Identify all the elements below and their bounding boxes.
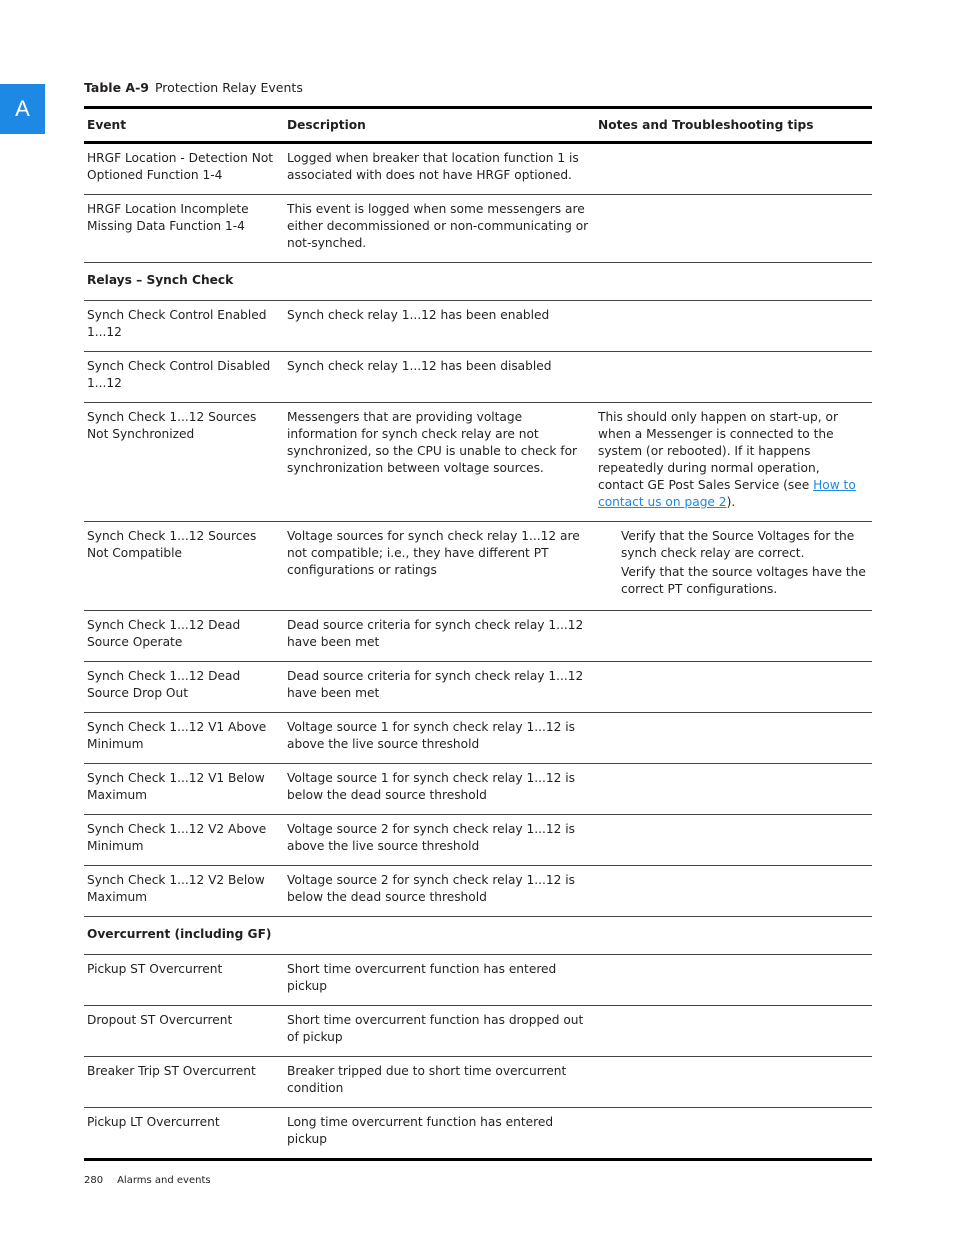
- notes-cell: [596, 764, 872, 815]
- table-caption-label: Table A-9: [84, 80, 149, 95]
- table-row: [84, 611, 872, 662]
- description-cell: Short time overcurrent function has entered pickup: [287, 962, 557, 993]
- description-cell: Short time overcurrent function has dropped out of pickup: [287, 1013, 584, 1044]
- event-cell: Synch Check Control Disabled 1...12: [87, 359, 271, 390]
- event-cell: Synch Check 1...12 V2 Below Maximum: [87, 873, 265, 904]
- notes-cell: [596, 713, 872, 764]
- contact-us-link[interactable]: How to contact us on page 2: [598, 478, 856, 509]
- page-footer: [84, 1174, 211, 1188]
- notes-text-end: ).: [726, 495, 736, 509]
- description-cell: This event is logged when some messengers are either decommissioned or non-communicating or not-synched.: [287, 202, 589, 250]
- table-row: [84, 1006, 872, 1057]
- table-row: [84, 955, 872, 1006]
- notes-cell: [596, 1108, 872, 1160]
- event-cell: Breaker Trip ST Overcurrent: [87, 1064, 256, 1078]
- description-cell: Voltage source 1 for synch check relay 1...12 is above the live source threshold: [287, 720, 576, 751]
- description-cell: Dead source criteria for synch check relay 1...12 have been met: [287, 669, 584, 700]
- event-cell: HRGF Location - Detection Not Optioned Function 1-4: [87, 151, 274, 182]
- protection-relay-events-table: [84, 106, 872, 1161]
- description-cell: Breaker tripped due to short time overcurrent condition: [287, 1064, 567, 1095]
- event-cell: Pickup LT Overcurrent: [87, 1115, 220, 1129]
- event-cell: Synch Check 1...12 V1 Below Maximum: [87, 771, 265, 802]
- description-cell: Messengers that are providing voltage information for synch check relay are not synchronized, so the CPU is unable to check for synchronization between voltage sources.: [287, 410, 578, 475]
- event-cell: Dropout ST Overcurrent: [87, 1013, 233, 1027]
- notes-cell: [596, 301, 872, 352]
- notes-cell: [596, 611, 872, 662]
- event-cell: Synch Check 1...12 Dead Source Operate: [87, 618, 241, 649]
- event-cell: Synch Check 1...12 Dead Source Drop Out: [87, 669, 241, 700]
- table-caption-title: Protection Relay Events: [154, 80, 303, 95]
- section-tab-a: [0, 84, 45, 134]
- page-number: 280: [84, 1175, 104, 1186]
- event-cell: Synch Check 1...12 Sources Not Synchronized: [87, 410, 257, 441]
- section-row: [84, 263, 872, 301]
- notes-cell: [596, 403, 872, 522]
- description-cell: Voltage source 2 for synch check relay 1...12 is above the live source threshold: [287, 822, 576, 853]
- table-row: [84, 713, 872, 764]
- description-cell: Voltage sources for synch check relay 1...12 are not compatible; i.e., they have different PT configurations or ratings: [287, 529, 580, 577]
- troubleshooting-item: Verify that the Source Voltages for the synch check relay are correct.: [621, 529, 855, 560]
- table-row: [84, 815, 872, 866]
- description-cell: Voltage source 2 for synch check relay 1...12 is below the dead source threshold: [287, 873, 576, 904]
- column-header-notes: Notes and Troubleshooting tips: [598, 117, 814, 132]
- notes-cell: [596, 955, 872, 1006]
- event-cell: Pickup ST Overcurrent: [87, 962, 223, 976]
- description-cell: Long time overcurrent function has entered pickup: [287, 1115, 554, 1146]
- notes-cell: [596, 352, 872, 403]
- table-row: [84, 352, 872, 403]
- footer-section-title: Alarms and events: [117, 1175, 211, 1186]
- event-cell: Synch Check Control Enabled 1...12: [87, 308, 267, 339]
- notes-cell: [596, 815, 872, 866]
- table-row: [84, 301, 872, 352]
- event-cell: Synch Check 1...12 Sources Not Compatible: [87, 529, 257, 560]
- notes-cell: [596, 1006, 872, 1057]
- notes-text: This should only happen on start-up, or when a Messenger is connected to the system (or rebooted). If it happens repeatedly during normal operation, contact GE Post Sales Service (see: [598, 410, 838, 492]
- table-body: [84, 143, 872, 1160]
- notes-cell: [596, 143, 872, 195]
- notes-cell: [596, 195, 872, 263]
- table-header-row: [84, 108, 872, 143]
- description-cell: Logged when breaker that location function 1 is associated with does not have HRGF optioned.: [287, 151, 579, 182]
- table-row: [84, 764, 872, 815]
- description-cell: Dead source criteria for synch check relay 1...12 have been met: [287, 618, 584, 649]
- table-row: [84, 662, 872, 713]
- table-row: [84, 522, 872, 611]
- section-tab-letter: A: [15, 96, 30, 121]
- event-cell: Synch Check 1...12 V2 Above Minimum: [87, 822, 267, 853]
- event-cell: Synch Check 1...12 V1 Above Minimum: [87, 720, 267, 751]
- description-cell: Voltage source 1 for synch check relay 1...12 is below the dead source threshold: [287, 771, 576, 802]
- notes-cell: [596, 662, 872, 713]
- event-cell: HRGF Location Incomplete Missing Data Function 1-4: [87, 202, 249, 233]
- notes-cell: [596, 866, 872, 917]
- table-row: [84, 403, 872, 522]
- table-caption: [84, 80, 303, 96]
- description-cell: Synch check relay 1...12 has been disabled: [287, 359, 552, 373]
- section-heading: Overcurrent (including GF): [87, 927, 272, 941]
- table-row: [84, 143, 872, 195]
- column-header-event: Event: [87, 117, 127, 132]
- table-row: [84, 866, 872, 917]
- troubleshooting-item: Verify that the source voltages have the correct PT configurations.: [621, 565, 866, 596]
- column-header-description: Description: [287, 117, 366, 132]
- notes-cell: [596, 522, 872, 611]
- section-row: [84, 917, 872, 955]
- notes-cell: [596, 1057, 872, 1108]
- section-heading: Relays – Synch Check: [87, 273, 234, 287]
- table-row: [84, 195, 872, 263]
- table-row: [84, 1057, 872, 1108]
- table-row: [84, 1108, 872, 1160]
- description-cell: Synch check relay 1...12 has been enabled: [287, 308, 550, 322]
- troubleshooting-list: [598, 528, 869, 598]
